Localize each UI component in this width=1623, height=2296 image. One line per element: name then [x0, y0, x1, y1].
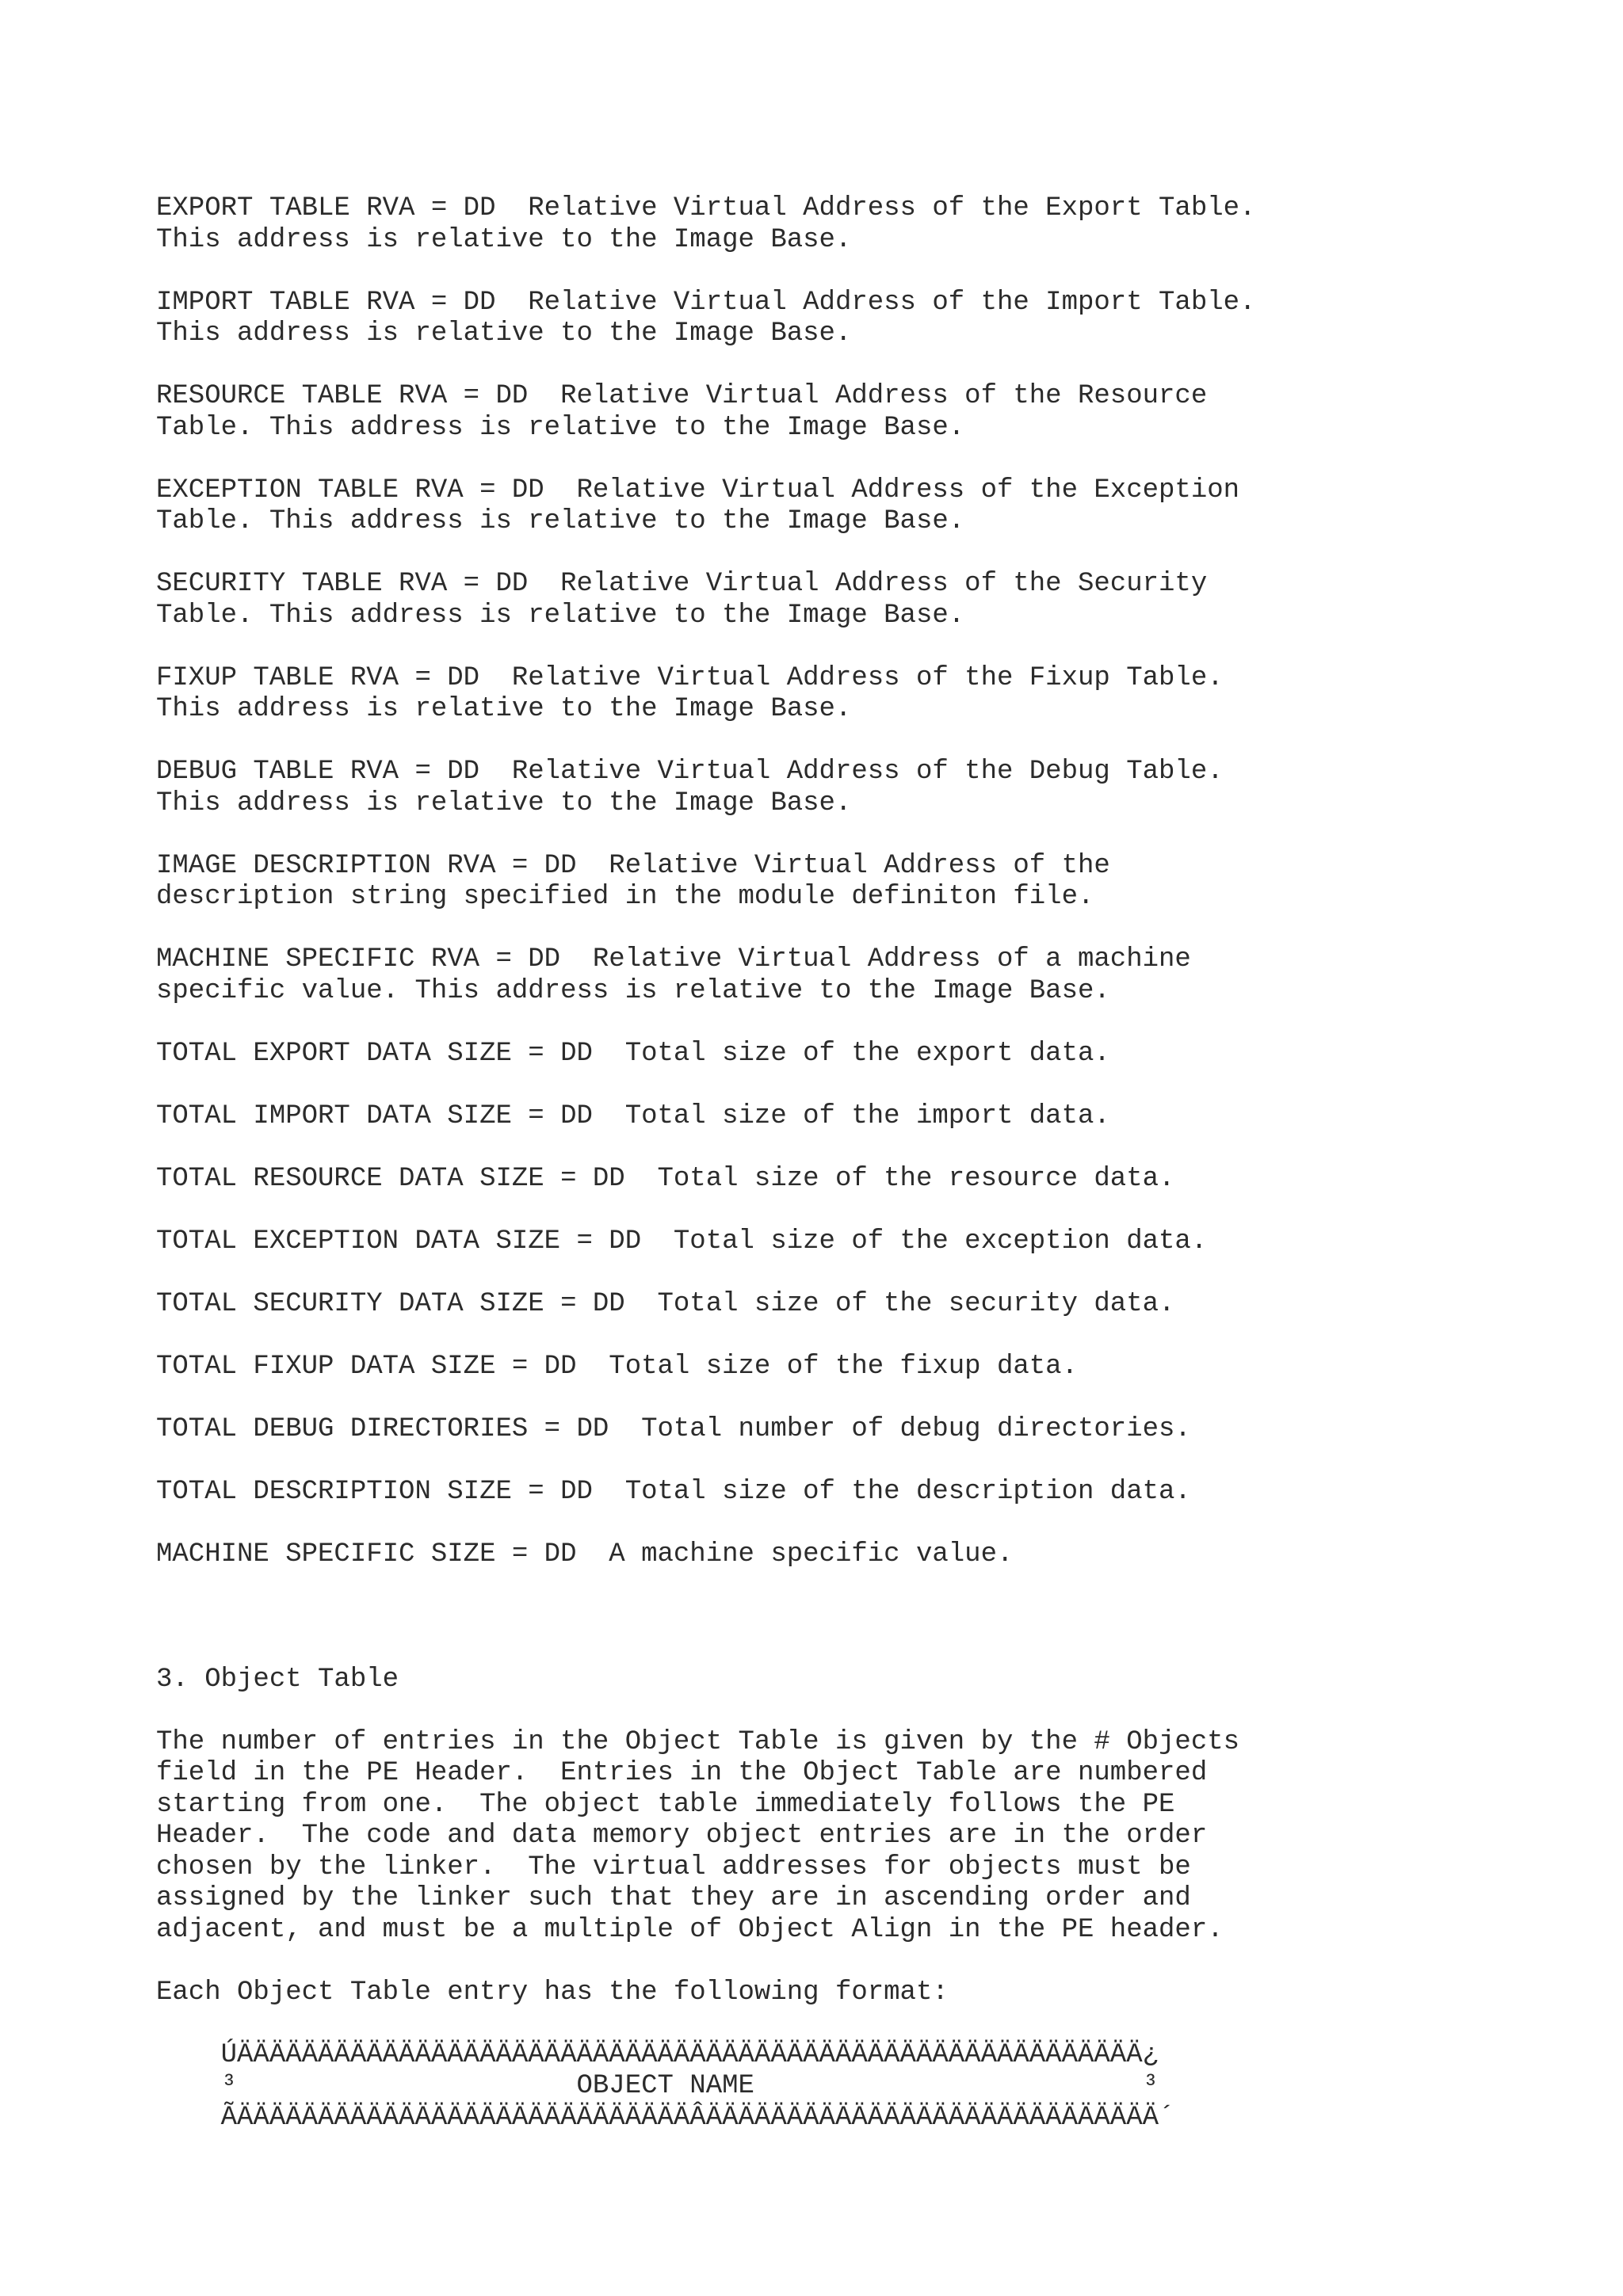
text-line: This address is relative to the Image Base.	[156, 318, 852, 349]
text-line: SECURITY TABLE RVA = DD Relative Virtual Address of the Security	[156, 569, 1208, 599]
blank-line	[156, 1946, 1503, 1978]
blank-line	[156, 256, 1503, 288]
text-line: TOTAL IMPORT DATA SIZE = DD Total size of the import data.	[156, 1100, 1110, 1131]
text-line: assigned by the linker such that they are in ascending order and	[156, 1883, 1191, 1913]
text-line: MACHINE SPECIFIC RVA = DD Relative Virtual Address of a machine	[156, 944, 1191, 974]
blank-line	[156, 913, 1503, 945]
text-line: TOTAL RESOURCE DATA SIZE = DD Total size of the resource data.	[156, 1163, 1175, 1194]
blank-line	[156, 1320, 1503, 1352]
text-line: ³ OBJECT NAME ³	[156, 2071, 1159, 2101]
blank-line	[156, 350, 1503, 382]
blank-line	[156, 538, 1503, 570]
text-line: Table. This address is relative to the Image Base.	[156, 506, 965, 536]
blank-line	[156, 726, 1503, 757]
blank-line	[156, 819, 1503, 851]
text-line: TOTAL DESCRIPTION SIZE = DD Total size of the description data.	[156, 1476, 1191, 1507]
text-line: TOTAL DEBUG DIRECTORIES = DD Total number of debug directories.	[156, 1413, 1191, 1444]
document-page	[156, 193, 1503, 2134]
text-line: starting from one. The object table immediately follows the PE	[156, 1789, 1175, 1820]
text-line: adjacent, and must be a multiple of Object Align in the PE header.	[156, 1914, 1224, 1945]
blank-line	[156, 1383, 1503, 1414]
text-line: ÚÄÄÄÄÄÄÄÄÄÄÄÄÄÄÄÄÄÄÄÄÄÄÄÄÄÄÄÄÄÄÄÄÄÄÄÄÄÄÄÄÄÄÄÄÄÄÄÄÄÄÄÄÄÄÄÄ¿	[156, 2039, 1159, 2070]
text-line: TOTAL FIXUP DATA SIZE = DD Total size of the fixup data.	[156, 1351, 1078, 1382]
text-line: Table. This address is relative to the Image Base.	[156, 600, 965, 631]
text-line: This address is relative to the Image Base.	[156, 224, 852, 255]
text-line: MACHINE SPECIFIC SIZE = DD A machine specific value.	[156, 1539, 1014, 1569]
blank-line	[156, 1007, 1503, 1039]
text-line: The number of entries in the Object Table is given by the # Objects	[156, 1726, 1240, 1757]
text-line: field in the PE Header. Entries in the Object Table are numbered	[156, 1758, 1208, 1788]
text-line: TOTAL EXCEPTION DATA SIZE = DD Total size of the exception data.	[156, 1226, 1208, 1257]
text-line: IMAGE DESCRIPTION RVA = DD Relative Virtual Address of the	[156, 850, 1110, 881]
blank-line	[156, 1695, 1503, 1727]
text-line: Header. The code and data memory object entries are in the order	[156, 1821, 1208, 1851]
text-line: TOTAL SECURITY DATA SIZE = DD Total size of the security data.	[156, 1288, 1175, 1319]
blank-line	[156, 2008, 1503, 2040]
text-line: EXPORT TABLE RVA = DD Relative Virtual Address of the Export Table.	[156, 193, 1256, 223]
text-line: RESOURCE TABLE RVA = DD Relative Virtual Address of the Resource	[156, 381, 1208, 411]
blank-line	[156, 1445, 1503, 1477]
text-line: EXCEPTION TABLE RVA = DD Relative Virtual Address of the Exception	[156, 475, 1240, 505]
text-line: 3. Object Table	[156, 1664, 399, 1695]
blank-line	[156, 1570, 1503, 1602]
text-line: specific value. This address is relative to the Image Base.	[156, 975, 1110, 1006]
blank-line	[156, 1508, 1503, 1539]
text-line: DEBUG TABLE RVA = DD Relative Virtual Address of the Debug Table.	[156, 757, 1224, 787]
blank-line	[156, 444, 1503, 475]
text-line: ÃÄÄÄÄÄÄÄÄÄÄÄÄÄÄÄÄÄÄÄÄÄÄÄÄÄÄÄÄÂÄÄÄÄÄÄÄÄÄÄÄÄÄÄÄÄÄÄÄÄÄÄÄÄÄÄÄÄ´	[156, 2102, 1175, 2133]
text-line: chosen by the linker. The virtual addresses for objects must be	[156, 1852, 1191, 1882]
blank-line	[156, 1132, 1503, 1164]
blank-line	[156, 1633, 1503, 1665]
blank-line	[156, 1602, 1503, 1634]
blank-line	[156, 631, 1503, 663]
text-line: This address is relative to the Image Base.	[156, 788, 852, 818]
text-line: Each Object Table entry has the following format:	[156, 1977, 949, 2008]
blank-line	[156, 1257, 1503, 1289]
blank-line	[156, 1070, 1503, 1101]
text-line: TOTAL EXPORT DATA SIZE = DD Total size of the export data.	[156, 1038, 1110, 1069]
text-line: description string specified in the module definiton file.	[156, 882, 1094, 912]
blank-line	[156, 1195, 1503, 1226]
text-line: IMPORT TABLE RVA = DD Relative Virtual Address of the Import Table.	[156, 287, 1256, 318]
text-line: FIXUP TABLE RVA = DD Relative Virtual Address of the Fixup Table.	[156, 662, 1224, 693]
text-line: This address is relative to the Image Base.	[156, 694, 852, 724]
text-line: Table. This address is relative to the Image Base.	[156, 412, 965, 443]
